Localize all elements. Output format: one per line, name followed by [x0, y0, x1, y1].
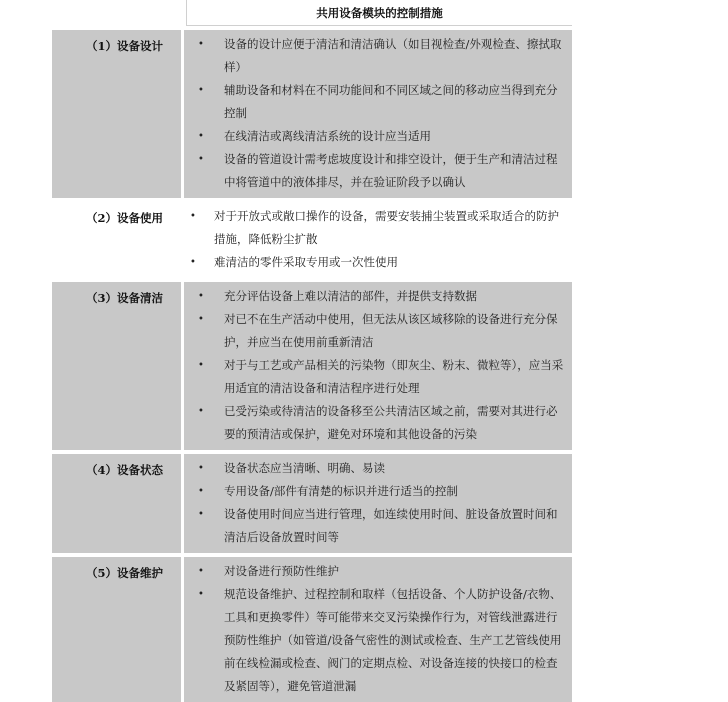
- header-empty-cell: [52, 0, 186, 26]
- list-item: [184, 205, 566, 251]
- list-item: [184, 33, 566, 79]
- bullet-icon: •: [198, 291, 204, 302]
- list-item-text: 辅助设备和材料在不同功能间和不同区域之间的移动应当得到充分控制: [224, 83, 558, 120]
- bullet-icon: •: [198, 154, 204, 165]
- category-label: （2）设备使用: [52, 202, 184, 278]
- bullet-icon: •: [198, 85, 204, 96]
- list-item-text: 对设备进行预防性维护: [224, 564, 339, 578]
- list-item-text: 设备的设计应便于清洁和清洁确认（如目视检查/外观检查、擦拭取样）: [224, 37, 562, 74]
- list-item: [184, 480, 566, 503]
- list-item: [184, 148, 566, 194]
- list-item-text: 规范设备维护、过程控制和取样（包括设备、个人防护设备/衣物、工具和更换零件）等可能带来交叉污染操作行为，对管线泄露进行预防性维护（如管道/设备气密性的测试或检查、生产工艺管线使用前在线检漏或检查、阀门的定期点检、对设备连接的快接口的检查及紧固等），避免管道泄漏: [224, 587, 562, 693]
- measure-list: [184, 557, 572, 702]
- list-item: [184, 503, 566, 549]
- category-label: （4）设备状态: [52, 454, 184, 553]
- list-item-text: 对于开放式或敞口操作的设备，需要安装捕尘装置或采取适合的防护措施，降低粉尘扩散: [214, 209, 559, 246]
- bullet-icon: •: [198, 314, 204, 325]
- bullet-icon: •: [198, 406, 204, 417]
- bullet-icon: •: [198, 486, 204, 497]
- table-row-equipment-status: [52, 450, 572, 553]
- list-item-text: 对于与工艺或产品相关的污染物（即灰尘、粉末、微粒等），应当采用适宜的清洁设备和清洁程序进行处理: [224, 358, 564, 395]
- measure-list: [184, 282, 572, 450]
- bullet-icon: •: [198, 360, 204, 371]
- bullet-icon: •: [198, 589, 204, 600]
- table-row-equipment-maintenance: [52, 553, 572, 702]
- table-title: 共用设备模块的控制措施: [186, 0, 572, 26]
- bullet-icon: •: [190, 211, 196, 222]
- category-label: （5）设备维护: [52, 557, 184, 702]
- bullet-icon: •: [198, 39, 204, 50]
- bullet-icon: •: [190, 257, 196, 268]
- list-item-text: 专用设备/部件有清楚的标识并进行适当的控制: [224, 484, 458, 498]
- list-item-text: 难清洁的零件采取专用或一次性使用: [214, 255, 398, 269]
- table-row-equipment-use: [52, 198, 572, 278]
- list-item: [184, 354, 566, 400]
- list-item-text: 设备状态应当清晰、明确、易读: [224, 461, 385, 475]
- list-item: [184, 457, 566, 480]
- list-item-text: 充分评估设备上难以清洁的部件，并提供支持数据: [224, 289, 477, 303]
- list-item: [184, 400, 566, 446]
- list-item-text: 设备的管道设计需考虑坡度设计和排空设计，便于生产和清洁过程中将管道中的液体排尽，并在验证阶段予以确认: [224, 152, 558, 189]
- table-header: [52, 0, 572, 26]
- measure-list: [184, 454, 572, 553]
- measure-list: [184, 202, 572, 278]
- list-item-text: 在线清洁或离线清洁系统的设计应当适用: [224, 129, 431, 143]
- list-item: [184, 583, 566, 698]
- list-item: [184, 125, 566, 148]
- bullet-icon: •: [198, 509, 204, 520]
- bullet-icon: •: [198, 131, 204, 142]
- category-label: （1）设备设计: [52, 30, 184, 198]
- list-item: [184, 285, 566, 308]
- category-label: （3）设备清洁: [52, 282, 184, 450]
- list-item: [184, 79, 566, 125]
- list-item: [184, 308, 566, 354]
- list-item-text: 已受污染或待清洁的设备移至公共清洁区域之前，需要对其进行必要的预清洁或保护，避免对环境和其他设备的污染: [224, 404, 558, 441]
- table-row-equipment-design: [52, 26, 572, 198]
- control-measures-table: [52, 0, 572, 702]
- list-item-text: 对已不在生产活动中使用，但无法从该区域移除的设备进行充分保护，并应当在使用前重新清洁: [224, 312, 558, 349]
- list-item: [184, 560, 566, 583]
- list-item-text: 设备使用时间应当进行管理，如连续使用时间、脏设备放置时间和清洁后设备放置时间等: [224, 507, 558, 544]
- list-item: [184, 251, 566, 274]
- bullet-icon: •: [198, 463, 204, 474]
- measure-list: [184, 30, 572, 198]
- bullet-icon: •: [198, 566, 204, 577]
- table-row-equipment-cleaning: [52, 278, 572, 450]
